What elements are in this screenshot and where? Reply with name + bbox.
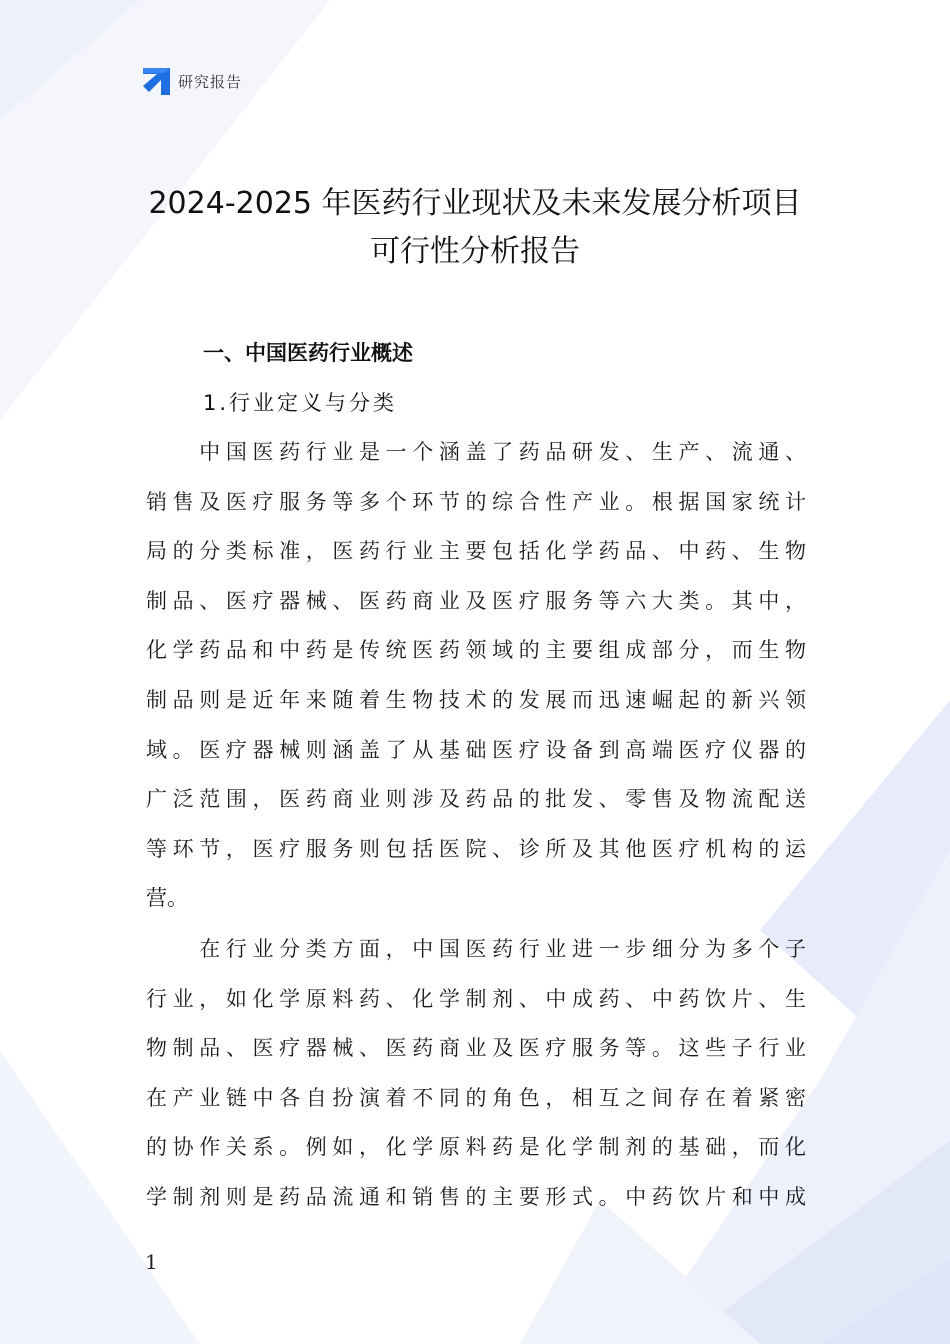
document-title [100,180,850,276]
paragraph-line: 学 制 剂 则 是 药 品 流 通 和 销 售 的 主 要 形 式 。 中 药 饮 片 和 中 成 [146,1184,806,1209]
paragraph-line: 制 品 、 医 疗 器 械 、 医 药 商 业 及 医 疗 服 务 等 六 大 类 。 其 中 ， [146,588,806,613]
paragraph-line: 中 国 医 药 行 业 是 一 个 涵 盖 了 药 品 研 发 、 生 产 、 流 通 、 [199,440,806,464]
paragraph-line: 化 学 药 品 和 中 药 是 传 统 医 药 领 域 的 主 要 组 成 部 分 ， 而 生 物 [146,638,806,663]
paragraph-line: 在 行 业 分 类 方 面 ， 中 国 医 药 行 业 进 一 步 细 分 为 多 个 子 [199,937,806,961]
report-header [143,68,242,95]
title-line-1: 2024-2025 年医药行业现状及未来发展分析项目 [148,186,802,221]
title-line-2: 可行性分析报告 [370,234,580,269]
paragraph-2 [146,925,806,1223]
subheading: 1.行业定义与分类 [203,391,398,415]
paragraph-line: 在 产 业 链 中 各 自 扮 演 着 不 同 的 角 色 ， 相 互 之 间 存 在 着 紧 密 [146,1085,806,1110]
paragraph-line: 销 售 及 医 疗 服 务 等 多 个 环 节 的 综 合 性 产 业 。 根 据 国 家 统 计 [146,489,806,514]
page-number: 1 [145,1250,158,1274]
paragraph-line: 物 制 品 、 医 疗 器 械 、 医 药 商 业 及 医 疗 服 务 等 。 这 些 子 行 业 [146,1036,806,1061]
paragraph-line: 局 的 分 类 标 准 ， 医 药 行 业 主 要 包 括 化 学 药 品 、 中 药 、 生 物 [146,539,806,564]
arrow-logo-icon [143,68,170,95]
paragraph-line: 制 品 则 是 近 年 来 随 着 生 物 技 术 的 发 展 而 迅 速 崛 起 的 新 兴 领 [146,687,806,712]
paragraph-line: 营。 [146,886,188,911]
paragraph-line: 行 业 ， 如 化 学 原 料 药 、 化 学 制 剂 、 中 成 药 、 中 药 饮 片 、 生 [146,986,806,1011]
paragraph-1 [146,428,806,924]
paragraph-line: 等 环 节 ， 医 疗 服 务 则 包 括 医 院 、 诊 所 及 其 他 医 疗 机 构 的 运 [146,836,806,861]
header-label: 研究报告 [178,73,243,91]
paragraph-line: 广 泛 范 围 ， 医 药 商 业 则 涉 及 药 品 的 批 发 、 零 售 及 物 流 配 送 [146,787,806,812]
paragraph-line: 域 。 医 疗 器 械 则 涵 盖 了 从 基 础 医 疗 设 备 到 高 端 医 疗 仪 器 的 [146,737,806,762]
section-heading: 一、中国医药行业概述 [203,341,413,365]
paragraph-line: 的 协 作 关 系 。 例 如 ， 化 学 原 料 药 是 化 学 制 剂 的 基 础 ， 而 化 [146,1135,806,1160]
